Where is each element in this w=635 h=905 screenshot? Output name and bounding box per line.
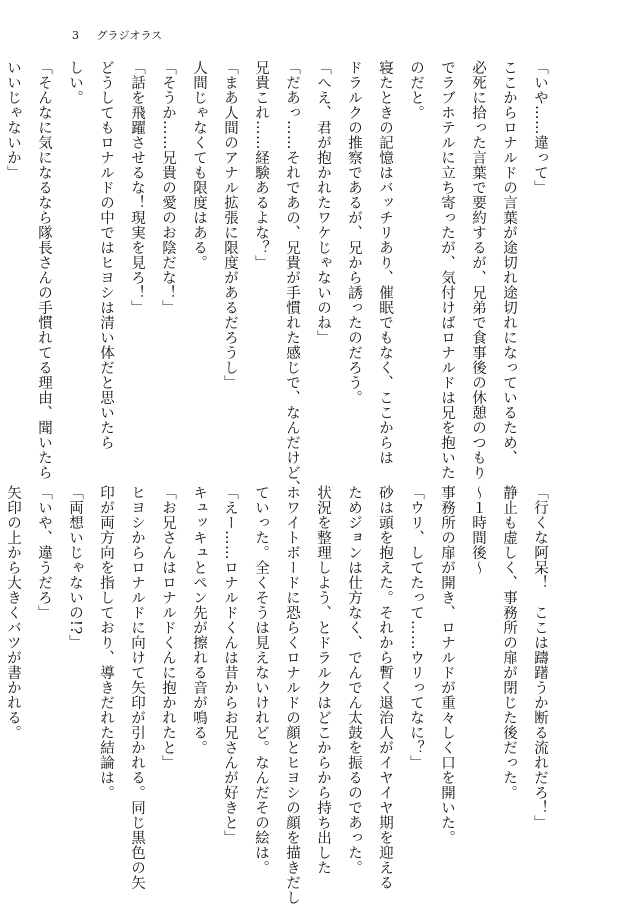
text-line: ホワイトボードに恐らくロナルドの顔とヒヨシの顔を描きだし (284, 485, 300, 905)
text-line: 状況を整理しよう、とドラルクはどこからから持ち出した (315, 485, 331, 875)
page-number: 3 (72, 29, 79, 42)
text-line: しい。 (67, 60, 83, 105)
text-line: 事務所の扉が開き、ロナルドが重々しく口を開いた。 (439, 485, 455, 845)
text-line: 「えー……ロナルドくんは昔からお兄さんが好きと」 (222, 485, 238, 845)
vertical-text-block-bottom (0, 485, 555, 905)
text-line: 兄貴これ……経験あるよな？」 (253, 60, 269, 270)
text-line: 「そうか……兄貴の愛のお陰だな！」 (160, 60, 176, 315)
text-line: 砂は頭を抱えた。それから暫く退治人がイヤイヤ期を迎える (377, 485, 393, 890)
text-line: ヒヨシからロナルドに向けて矢印が引かれる。同じ黒色の矢 (129, 485, 145, 890)
text-line: 「いや……違って」 (532, 60, 548, 195)
text-line: ドラルクの推察であるが、兄から誘ったのだろう。 (346, 60, 362, 405)
text-line: 「話を飛躍させるな！現実を見ろ！」 (129, 60, 145, 315)
text-line: 「まあ人間のアナル拡張に限度があるだろうし」 (222, 60, 238, 390)
text-line: 必死に拾った言葉で要約するが、兄弟で食事後の休憩のつもり (470, 60, 486, 480)
text-line: 「だあっ……それであの、兄貴が手慣れた感じで、なんだけど、 (284, 60, 300, 495)
text-line: 「ウリ、してたって……ウリってなに？」 (408, 485, 424, 770)
vertical-text-block-top (0, 60, 555, 495)
text-line: のだと。 (408, 60, 424, 120)
text-line: 〜１時間後〜 (470, 485, 486, 575)
text-line: どうしてもロナルドの中ではヒヨシは清い体だと思いたら (98, 60, 114, 450)
text-line: 「いや、違うだろ」 (36, 485, 52, 620)
text-line: でラブホテルに立ち寄ったが、気付けばロナルドは兄を抱いた (439, 60, 455, 480)
text-line: 寝たときの記憶はバッチリあり、催眠でもなく、ここからは (377, 60, 393, 465)
text-line: 「行くな阿呆！ ここは躊躇うか断る流れだろ！」 (532, 485, 548, 830)
text-line: いいじゃないか」 (5, 60, 21, 180)
text-line: キュッキュとペン先が擦れる音が鳴る。 (191, 485, 207, 755)
text-line: 「お兄さんはロナルドくんに抱かれたと」 (160, 485, 176, 770)
text-line: 「へえ、君が抱かれたワケじゃないのね」 (315, 60, 331, 345)
text-line: 印が両方向を指しており、導きだれた結論は。 (98, 485, 114, 800)
text-line: 「そんなに気になるなら隊長さんの手慣れてる理由、聞いたら (36, 60, 52, 480)
text-line: ここからロナルドの言葉が途切れ途切れになっているため、 (501, 60, 517, 465)
text-line: 「両想いじゃないの!?」 (67, 485, 83, 650)
text-line: 静止も虚しく、事務所の扉が閉じた後だった。 (501, 485, 517, 800)
page-header (72, 27, 162, 43)
text-line: 矢印の上から大きくバツが書かれる。 (5, 485, 21, 740)
text-line: ていった。全くそうは見えないけれど。なんだその絵は。 (253, 485, 269, 875)
text-line: 人間じゃなくても限度はある。 (191, 60, 207, 270)
text-line: ためジョンは仕方なく、でんでん太鼓を振るのであった。 (346, 485, 362, 875)
chapter-title: グラジオラス (96, 29, 163, 42)
